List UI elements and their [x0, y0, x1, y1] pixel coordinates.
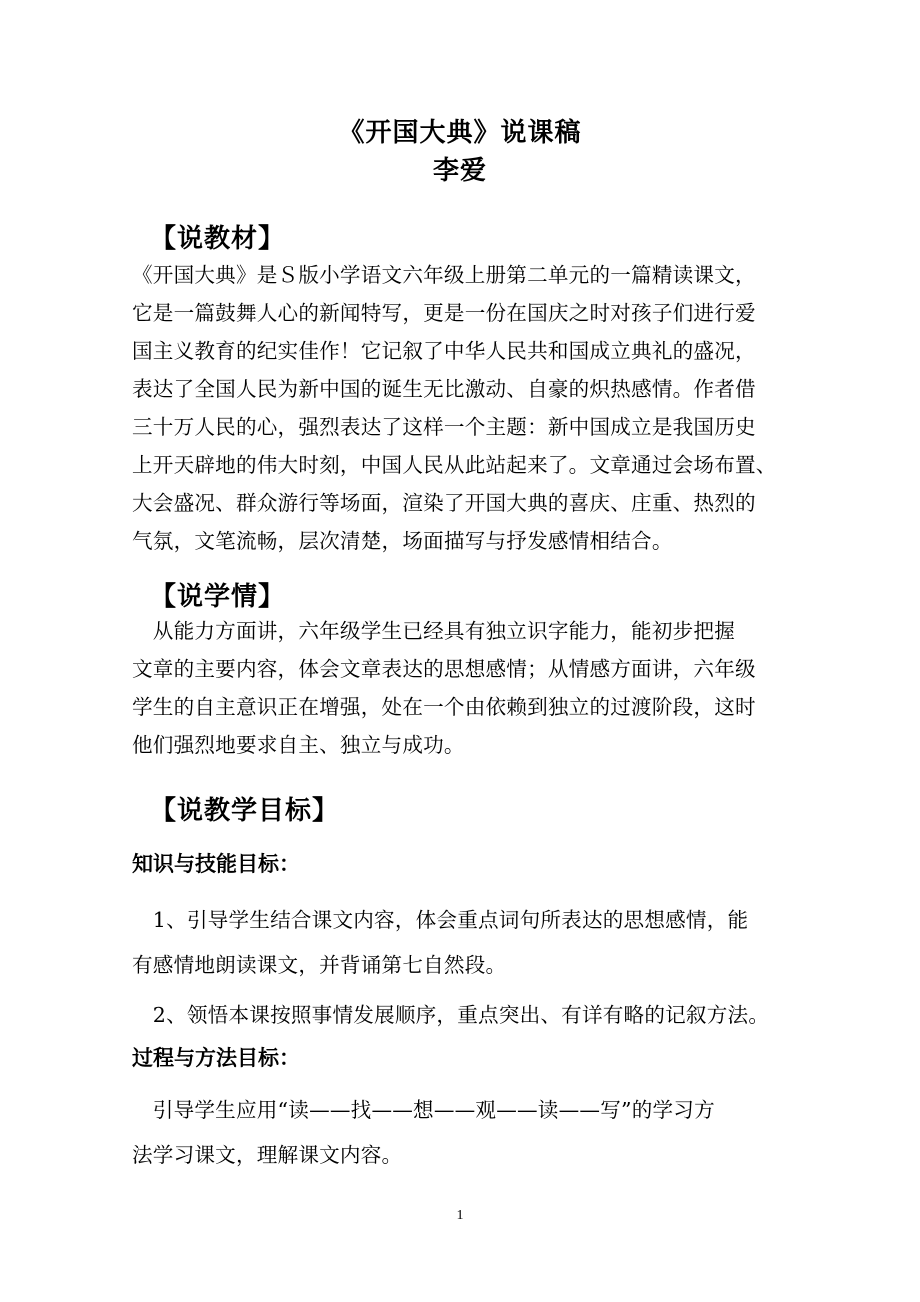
paragraph-line: 有感情地朗读课文，并背诵第七自然段。	[132, 953, 507, 977]
author-name: 李爱	[432, 156, 487, 186]
process-methods-paragraph	[132, 1088, 796, 1178]
section-heading-teaching-material: 【说教材】	[150, 224, 286, 254]
student-analysis-paragraph	[132, 612, 796, 764]
paragraph-line: 法学习课文，理解课文内容。	[132, 1143, 403, 1167]
knowledge-skills-item-1	[132, 898, 796, 988]
knowledge-skills-label: 知识与技能目标：	[132, 852, 300, 876]
paragraph-line: 1、引导学生结合课文内容，体会重点词句所表达的思想感情，能	[132, 908, 749, 932]
paragraph-line: 学生的自主意识正在增强，处在一个由依赖到独立的过渡阶段，这时	[132, 695, 756, 719]
paragraph-line: 上开天辟地的伟大时刻，中国人民从此站起来了。文章通过会场布置、	[132, 453, 777, 477]
paragraph-line: 《开国大典》是Ｓ版小学语文六年级上册第二单元的一篇精读课文，	[132, 263, 756, 287]
section-heading-student-analysis: 【说学情】	[150, 582, 286, 612]
paragraph-line: 表达了全国人民为新中国的诞生无比激动、自豪的炽热感情。作者借	[132, 377, 756, 401]
paragraph-line: 他们强烈地要求自主、独立与成功。	[132, 733, 465, 757]
paragraph-line: 气氛，文笔流畅，层次清楚，场面描写与抒发感情相结合。	[132, 529, 673, 553]
paragraph-line: 它是一篇鼓舞人心的新闻特写，更是一份在国庆之时对孩子们进行爱	[132, 301, 756, 325]
paragraph-line: 三十万人民的心，强烈表达了这样一个主题：新中国成立是我国历史	[132, 415, 756, 439]
paragraph-line: 引导学生应用“读——找——想——观——读——写”的学习方	[132, 1098, 715, 1122]
paragraph-line: 2、领悟本课按照事情发展顺序，重点突出、有详有略的记叙方法。	[132, 1003, 770, 1027]
paragraph-line: 文章的主要内容，体会文章表达的思想感情；从情感方面讲，六年级	[132, 657, 756, 681]
knowledge-skills-item-2	[132, 996, 796, 1034]
teaching-material-paragraph	[132, 256, 796, 560]
paragraph-line: 大会盛况、群众游行等场面，渲染了开国大典的喜庆、庄重、热烈的	[132, 491, 756, 515]
paragraph-line: 从能力方面讲，六年级学生已经具有独立识字能力，能初步把握	[132, 619, 736, 643]
document-title: 《开国大典》说课稿	[338, 118, 582, 148]
paragraph-line: 国主义教育的纪实佳作！它记叙了中华人民共和国成立典礼的盛况，	[132, 339, 756, 363]
section-heading-teaching-goals: 【说教学目标】	[150, 796, 340, 826]
process-methods-label: 过程与方法目标：	[132, 1046, 300, 1070]
page-number: 1	[456, 1208, 464, 1223]
